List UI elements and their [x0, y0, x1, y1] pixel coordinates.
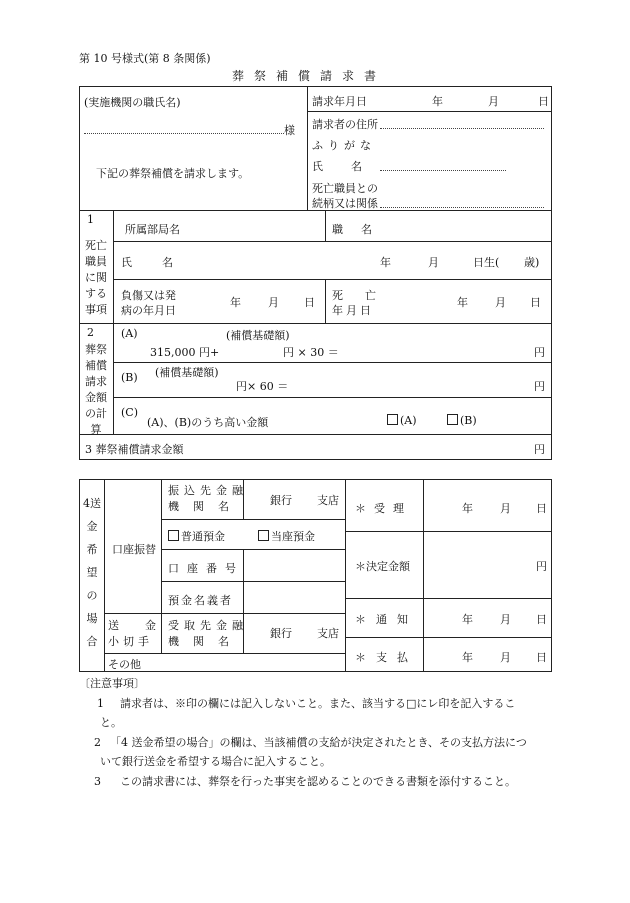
death-label-1: 死亡 — [332, 289, 398, 302]
decided-amount-yen: 円 — [536, 560, 547, 573]
birth-day: 日生( — [473, 256, 500, 269]
relation-label-1: 死亡職員との — [312, 182, 378, 195]
calc-a-formula-2: 円 × 30 ＝ — [283, 346, 339, 359]
notified-month: 月 — [500, 613, 511, 626]
injury-label-1: 負傷又は発 — [121, 289, 176, 302]
form-number: 第 10 号様式(第 8 条関係) — [79, 52, 211, 65]
form-title: 葬祭補償請求書 — [232, 69, 387, 83]
calc-a-yen: 円 — [534, 346, 545, 359]
injury-label-2: 病の年月日 — [121, 304, 176, 317]
section2-number: 2 — [87, 326, 94, 339]
injury-day: 日 — [304, 296, 315, 309]
deceased-name-label: 氏名 — [121, 256, 203, 269]
note-2-line-1: 「4 送金希望の場合」の欄は、当該補償の支給が決定されたとき、その支払方法につ — [110, 736, 527, 749]
checkbox-icon — [168, 530, 179, 541]
calc-c-text: (A)、(B)のうち高い金額 — [147, 416, 269, 429]
injury-year: 年 — [230, 296, 241, 309]
death-year: 年 — [457, 296, 468, 309]
checkbox-icon — [387, 414, 398, 425]
ordinary-deposit-option[interactable]: 普通預金 — [168, 528, 225, 544]
agency-label: (実施機関の職氏名) — [84, 96, 181, 109]
branch-text: 支店 — [317, 494, 339, 507]
received-month: 月 — [500, 502, 511, 515]
death-month: 月 — [495, 296, 506, 309]
calc-b-base: (補償基礎額) — [155, 366, 219, 379]
calc-b-label: (B) — [121, 371, 138, 384]
current-deposit-option[interactable]: 当座預金 — [258, 528, 315, 544]
received-day: 日 — [536, 502, 547, 515]
account-transfer-label: 口座振替 — [112, 543, 156, 556]
agency-field[interactable] — [84, 133, 284, 134]
relation-label-2: 続柄又は関係 — [312, 197, 378, 210]
note-1-line-1: 請求者は、※印の欄には記入しないこと。また、該当する□にレ印を記入するこ — [120, 697, 516, 710]
section1-number: 1 — [87, 213, 94, 226]
calc-a-label: (A) — [121, 327, 138, 340]
age-suffix: 歳) — [524, 256, 540, 269]
received-year: 年 — [462, 502, 473, 515]
section2-side-label: 葬祭補償請求金額の計算 — [85, 343, 107, 436]
receive-bank-label-2: 機関名 — [168, 635, 243, 648]
paid-month: 月 — [500, 651, 511, 664]
calc-c-option-a[interactable]: (A) — [387, 414, 417, 427]
receive-bank-label-1: 受取先金融 — [168, 619, 248, 632]
bank-text: 銀行 — [270, 494, 292, 507]
sama-label: 様 — [284, 124, 295, 137]
notified-day: 日 — [536, 613, 547, 626]
note-3-line-1: この請求書には、葬祭を行った事実を認めることのできる書類を添付すること。 — [120, 775, 516, 788]
date-year: 年 — [432, 95, 443, 108]
relation-field[interactable] — [380, 207, 544, 208]
note-1-line-2: と。 — [100, 716, 122, 729]
notes-heading: 〔注意事項〕 — [79, 677, 145, 690]
calc-c-label: (C) — [121, 406, 138, 419]
note-2-line-2: いて銀行送金を希望する場合に記入すること。 — [100, 755, 331, 768]
note-3-number: 3 — [94, 775, 101, 788]
date-label: 請求年月日 — [312, 95, 367, 108]
calc-b-formula: 円× 60 ＝ — [236, 380, 289, 393]
paid-label: ＊支払 — [355, 651, 418, 664]
account-number-label: 口座番号 — [168, 562, 244, 575]
name-label: 氏名 — [312, 160, 390, 173]
note-1-number: 1 — [97, 697, 104, 710]
paid-year: 年 — [462, 651, 473, 664]
checkbox-icon — [258, 530, 269, 541]
other-label: その他 — [108, 658, 141, 671]
death-label-2: 年月日 — [332, 304, 374, 317]
calc-a-base: (補償基礎額) — [226, 329, 290, 342]
account-holder-label: 預金名義者 — [168, 594, 233, 607]
section4-side-label: 4送金希望の場合 — [83, 497, 101, 648]
section1-side-label: 死亡職員に関する事項 — [85, 239, 107, 316]
money-order-label-1: 送金 — [108, 619, 182, 632]
bank-label-1: 振込先金融 — [168, 484, 248, 497]
name-field[interactable] — [380, 170, 506, 171]
date-month: 月 — [488, 95, 499, 108]
bank-label-2: 機関名 — [168, 500, 243, 513]
paid-day: 日 — [536, 651, 547, 664]
date-day: 日 — [538, 95, 549, 108]
death-day: 日 — [530, 296, 541, 309]
receive-branch-text: 支店 — [317, 627, 339, 640]
money-order-label-2: 小切手 — [108, 635, 153, 648]
address-field[interactable] — [380, 128, 544, 129]
section3-label: 3 葬祭補償請求金額 — [85, 443, 184, 456]
injury-month: 月 — [268, 296, 279, 309]
birth-year: 年 — [380, 256, 391, 269]
notified-year: 年 — [462, 613, 473, 626]
note-2-number: 2 — [94, 736, 101, 749]
section3-yen: 円 — [534, 443, 545, 456]
post-label: 職名 — [332, 223, 390, 236]
decided-amount-label: ＊決定金額 — [355, 560, 410, 573]
receive-bank-text: 銀行 — [270, 627, 292, 640]
calc-c-option-b[interactable]: (B) — [447, 414, 477, 427]
address-label: 請求者の住所 — [312, 118, 378, 131]
birth-month: 月 — [428, 256, 439, 269]
received-label: ＊受理 — [355, 502, 412, 515]
request-text: 下記の葬祭補償を請求します。 — [96, 167, 250, 180]
checkbox-icon — [447, 414, 458, 425]
dept-label: 所属部局名 — [125, 223, 180, 236]
furigana-label: ふりがな — [312, 139, 376, 152]
calc-b-yen: 円 — [534, 380, 545, 393]
calc-a-formula-1: 315,000 円+ — [150, 346, 220, 359]
notified-label: ＊通知 — [355, 613, 418, 626]
